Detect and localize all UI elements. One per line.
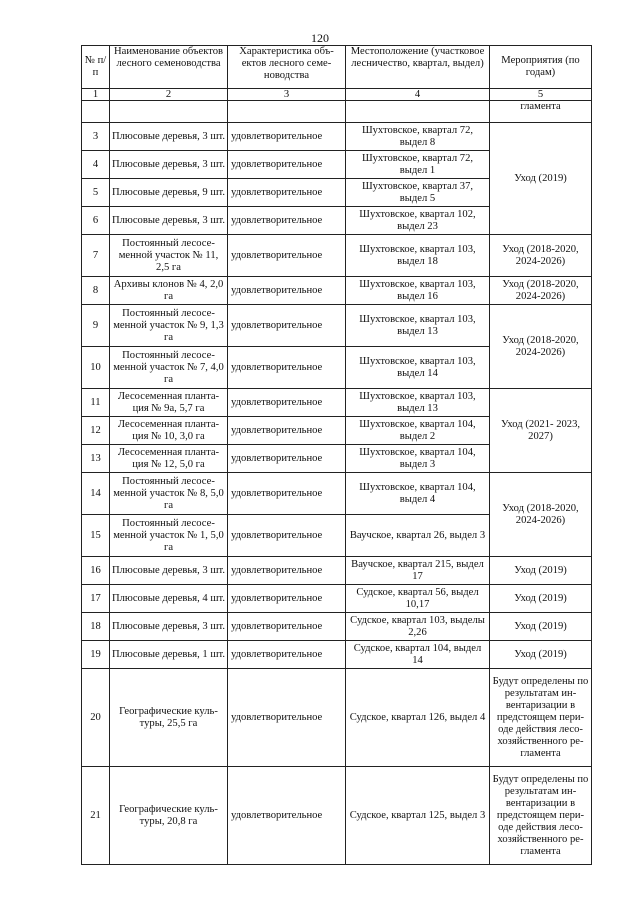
measures-cell: Уход (2019) — [490, 641, 592, 669]
row-number: 13 — [82, 445, 110, 473]
index-cell: 2 — [110, 89, 228, 101]
row-number: 6 — [82, 207, 110, 235]
object-status: удовлетворительное — [228, 123, 346, 151]
header-characteristic: Характеристика объектов лесного семеноводства — [228, 46, 346, 89]
object-location: Шухтовское, квартал 103, выдел 16 — [346, 277, 490, 305]
object-name: Плюсовые деревья, 1 шт. — [110, 641, 228, 669]
row-number: 12 — [82, 417, 110, 445]
object-name: Плюсовые деревья, 9 шт. — [110, 179, 228, 207]
row-number: 4 — [82, 151, 110, 179]
header-location: Местоположение (участковое лесничество, квартал, выдел) — [346, 46, 490, 89]
object-location: Судское, квартал 125, выдел 3 — [346, 767, 490, 865]
row-number: 3 — [82, 123, 110, 151]
table-row — [82, 641, 592, 669]
object-location: Шухтовское, квартал 104, выдел 2 — [346, 417, 490, 445]
object-name: Постоянный лесосеменной участок № 9, 1,3 га — [110, 305, 228, 347]
object-status: удовлетворительное — [228, 305, 346, 347]
object-status: удовлетворительное — [228, 445, 346, 473]
table-row — [82, 613, 592, 641]
object-status: удовлетворительное — [228, 207, 346, 235]
object-location: Ваучское, квартал 26, выдел 3 — [346, 515, 490, 557]
object-location: Шухтовское, квартал 103, выдел 13 — [346, 305, 490, 347]
row-number: 8 — [82, 277, 110, 305]
object-status: удовлетворительное — [228, 767, 346, 865]
object-status: удовлетворительное — [228, 347, 346, 389]
table-row — [82, 277, 592, 305]
row-number: 9 — [82, 305, 110, 347]
measures-cell: Уход (2018-2020, 2024-2026) — [490, 277, 592, 305]
object-name: Лесосеменная плантация № 9а, 5,7 га — [110, 389, 228, 417]
object-location: Шухтовское, квартал 102, выдел 23 — [346, 207, 490, 235]
header-measures: Мероприятия (по годам) — [490, 46, 592, 89]
object-name: Плюсовые деревья, 3 шт. — [110, 207, 228, 235]
object-name: Географические культуры, 20,8 га — [110, 767, 228, 865]
row-number: 14 — [82, 473, 110, 515]
measures-cell: Уход (2021- 2023, 2027) — [490, 389, 592, 473]
measures-cell: Уход (2018-2020, 2024-2026) — [490, 235, 592, 277]
measures-cell: Уход (2019) — [490, 123, 592, 235]
object-status: удовлетворительное — [228, 641, 346, 669]
object-status: удовлетворительное — [228, 179, 346, 207]
object-name: Плюсовые деревья, 3 шт. — [110, 123, 228, 151]
table-header-row — [82, 46, 592, 89]
row-number: 20 — [82, 669, 110, 767]
row-number: 17 — [82, 585, 110, 613]
object-name: Лесосеменная плантация № 10, 3,0 га — [110, 417, 228, 445]
object-status: удовлетворительное — [228, 669, 346, 767]
table-row — [82, 669, 592, 767]
object-status: удовлетворительное — [228, 277, 346, 305]
measures-cell: Уход (2018-2020, 2024-2026) — [490, 305, 592, 389]
object-name: Постоянный лесосеменной участок № 1, 5,0 га — [110, 515, 228, 557]
continuation-row — [82, 101, 592, 123]
object-status: удовлетворительное — [228, 389, 346, 417]
continuation-text: гламента — [490, 101, 592, 123]
index-cell: 5 — [490, 89, 592, 101]
table-row — [82, 557, 592, 585]
object-status: удовлетворительное — [228, 515, 346, 557]
table-row — [82, 473, 592, 515]
object-location: Шухтовское, квартал 104, выдел 3 — [346, 445, 490, 473]
row-number: 10 — [82, 347, 110, 389]
seed-objects-table — [81, 45, 592, 865]
measures-cell: Уход (2019) — [490, 613, 592, 641]
object-name: Архивы клонов № 4, 2,0 га — [110, 277, 228, 305]
object-status: удовлетворительное — [228, 473, 346, 515]
row-number: 18 — [82, 613, 110, 641]
row-number: 7 — [82, 235, 110, 277]
table-row — [82, 235, 592, 277]
object-name: Плюсовые деревья, 3 шт. — [110, 557, 228, 585]
object-name: Постоянный лесосеменной участок № 7, 4,0 га — [110, 347, 228, 389]
object-name: Лесосеменная плантация № 12, 5,0 га — [110, 445, 228, 473]
object-name: Плюсовые деревья, 4 шт. — [110, 585, 228, 613]
measures-cell: Будут определены по результатам инвентаризации в предстоящем периоде действия лесохозяйственного регламента — [490, 669, 592, 767]
object-status: удовлетворительное — [228, 585, 346, 613]
header-num: № п/п — [82, 46, 110, 89]
object-location: Шухтовское, квартал 103, выдел 13 — [346, 389, 490, 417]
row-number: 5 — [82, 179, 110, 207]
object-location: Судское, квартал 56, выдел 10,17 — [346, 585, 490, 613]
page-number: 120 — [311, 31, 329, 45]
object-location: Шухтовское, квартал 72, выдел 1 — [346, 151, 490, 179]
object-status: удовлетворительное — [228, 151, 346, 179]
measures-cell: Уход (2019) — [490, 557, 592, 585]
object-status: удовлетворительное — [228, 417, 346, 445]
object-location: Шухтовское, квартал 104, выдел 4 — [346, 473, 490, 515]
row-number: 15 — [82, 515, 110, 557]
object-name: Географические культуры, 25,5 га — [110, 669, 228, 767]
index-cell: 1 — [82, 89, 110, 101]
object-name: Плюсовые деревья, 3 шт. — [110, 613, 228, 641]
object-location: Шухтовское, квартал 37, выдел 5 — [346, 179, 490, 207]
index-cell: 4 — [346, 89, 490, 101]
measures-cell: Будут определены по результатам инвентаризации в предстоящем периоде действия лесохозяйственного регламента — [490, 767, 592, 865]
table-row — [82, 305, 592, 347]
object-location: Ваучское, квартал 215, выдел 17 — [346, 557, 490, 585]
object-name: Постоянный лесосеменной участок № 11, 2,5 га — [110, 235, 228, 277]
table-row — [82, 585, 592, 613]
row-number: 19 — [82, 641, 110, 669]
object-location: Шухтовское, квартал 103, выдел 14 — [346, 347, 490, 389]
header-name: Наименование объектов лесного семеноводства — [110, 46, 228, 89]
object-location: Судское, квартал 103, выделы 2,26 — [346, 613, 490, 641]
row-number: 21 — [82, 767, 110, 865]
column-index-row — [82, 89, 592, 101]
index-cell: 3 — [228, 89, 346, 101]
table-row — [82, 767, 592, 865]
object-location: Шухтовское, квартал 72, выдел 8 — [346, 123, 490, 151]
table-row — [82, 123, 592, 151]
object-name: Постоянный лесосеменной участок № 8, 5,0 га — [110, 473, 228, 515]
measures-cell: Уход (2019) — [490, 585, 592, 613]
object-status: удовлетворительное — [228, 613, 346, 641]
table-row — [82, 389, 592, 417]
row-number: 11 — [82, 389, 110, 417]
object-status: удовлетворительное — [228, 557, 346, 585]
measures-cell: Уход (2018-2020, 2024-2026) — [490, 473, 592, 557]
object-name: Плюсовые деревья, 3 шт. — [110, 151, 228, 179]
object-location: Шухтовское, квартал 103, выдел 18 — [346, 235, 490, 277]
object-location: Судское, квартал 126, выдел 4 — [346, 669, 490, 767]
row-number: 16 — [82, 557, 110, 585]
object-location: Судское, квартал 104, выдел 14 — [346, 641, 490, 669]
object-status: удовлетворительное — [228, 235, 346, 277]
